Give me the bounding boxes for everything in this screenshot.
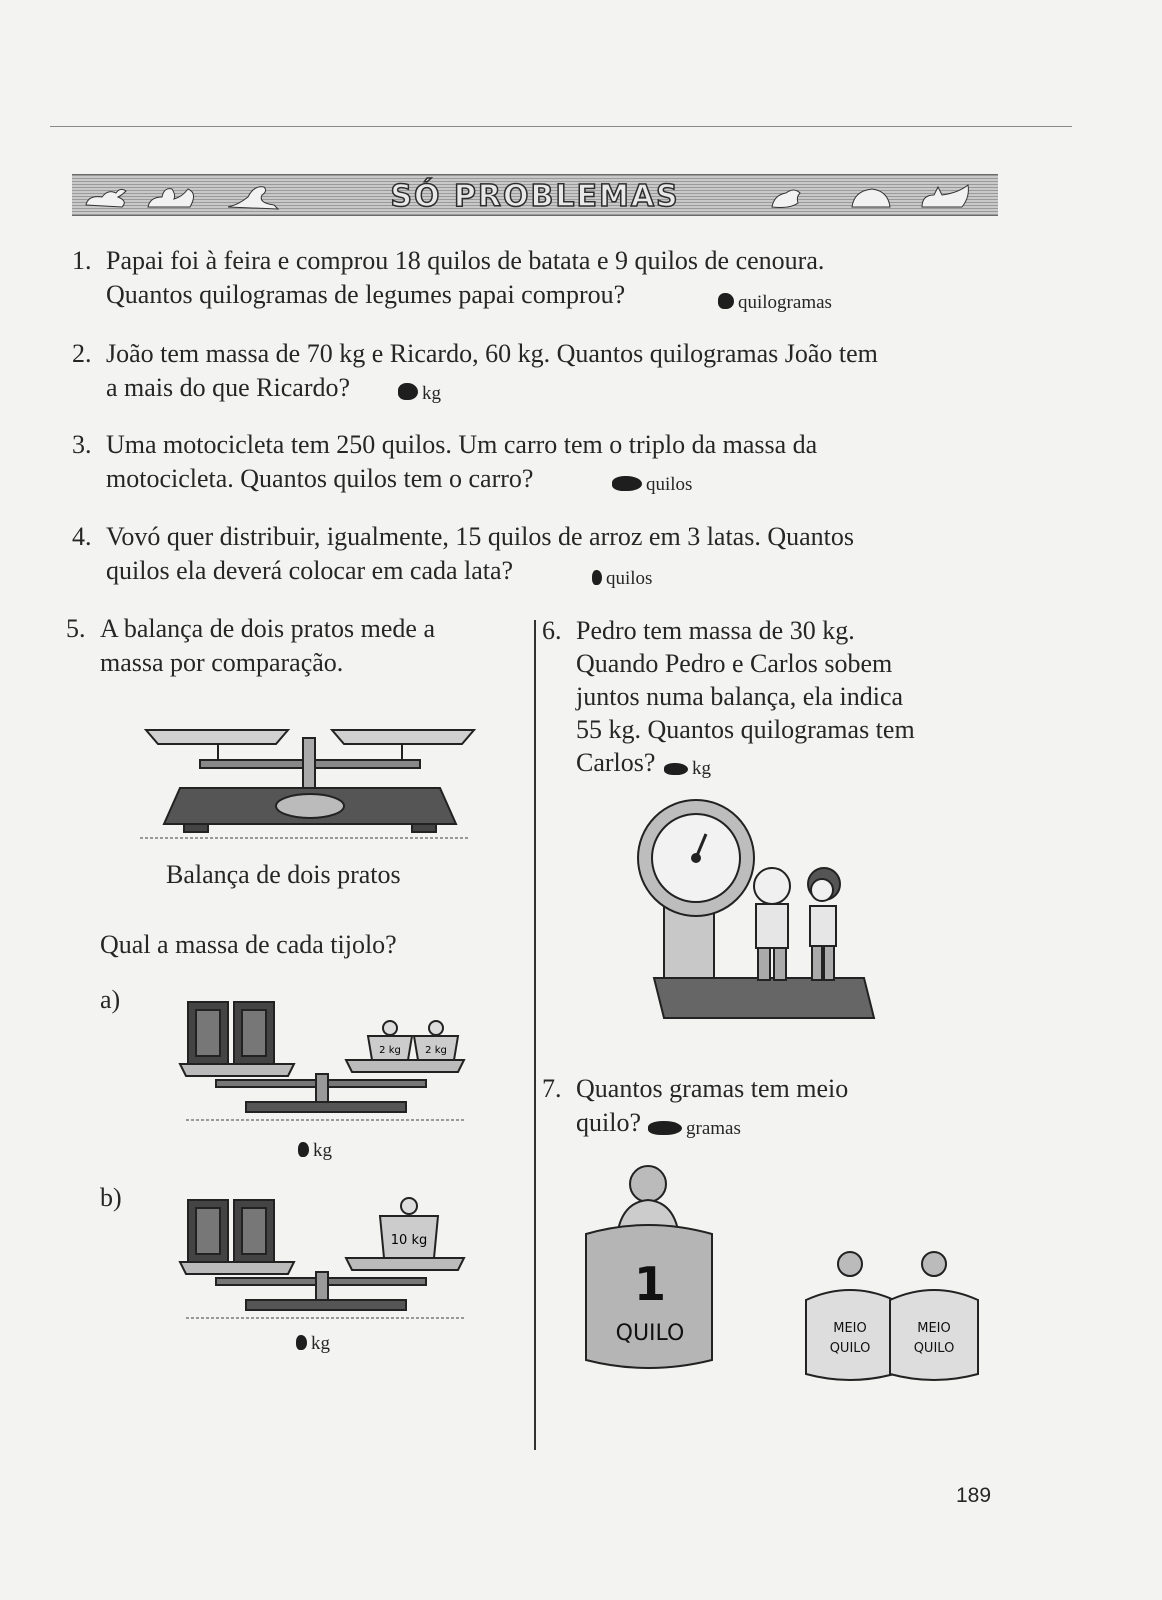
weight-label: MEIO bbox=[917, 1321, 951, 1336]
question-3 bbox=[72, 428, 992, 494]
column-divider bbox=[534, 620, 536, 1450]
answer-scribble bbox=[398, 383, 418, 400]
question-number: 7. bbox=[542, 1074, 562, 1103]
scale-platform bbox=[654, 978, 874, 1018]
answer-field bbox=[398, 377, 441, 410]
question-text-line1: Quantos gramas tem meio bbox=[576, 1074, 849, 1103]
answer-unit: quilos bbox=[646, 474, 693, 495]
answer-field bbox=[592, 562, 652, 595]
sub-question: Qual a massa de cada tijolo? bbox=[100, 930, 397, 959]
question-text-line1: A balança de dois pratos mede a bbox=[100, 614, 435, 643]
question-number: 5. bbox=[66, 614, 86, 643]
bird-icon bbox=[772, 190, 800, 208]
right-pan bbox=[332, 730, 474, 744]
balance-bricks-vs-weights-a bbox=[176, 996, 476, 1126]
item-b-label: b) bbox=[100, 1183, 122, 1212]
question-text-line2: quilos ela deverá colocar em cada lata? bbox=[106, 556, 514, 585]
question-4 bbox=[72, 520, 992, 589]
question-text-line2: Quantos quilogramas de legumes papai comprou? bbox=[106, 280, 626, 309]
answer-unit: kg bbox=[692, 758, 711, 779]
question-6 bbox=[542, 614, 982, 784]
question-text-line1: Papai foi à feira e comprou 18 quilos de batata e 9 quilos de cenoura. bbox=[106, 246, 825, 275]
answer-scribble bbox=[592, 570, 602, 585]
weight-label: QUILO bbox=[829, 1341, 871, 1356]
weight-label: QUILO bbox=[913, 1341, 955, 1356]
two-pan-balance-illustration bbox=[140, 724, 480, 844]
question-text-line1: Uma motocicleta tem 250 quilos. Um carro tem o triplo da massa da bbox=[106, 430, 818, 459]
answer-scribble bbox=[718, 293, 734, 309]
question-text-line: 55 kg. Quantos quilogramas tem bbox=[576, 715, 915, 744]
banner-title: SÓ PROBLEMAS bbox=[390, 179, 680, 214]
cat-icon bbox=[922, 185, 968, 207]
weight-label: 10 kg bbox=[390, 1233, 428, 1248]
question-text-line: juntos numa balança, ela indica bbox=[576, 682, 904, 711]
answer-scribble bbox=[648, 1121, 682, 1135]
answer-field-a bbox=[298, 1140, 332, 1162]
answer-unit: quilos bbox=[606, 568, 653, 589]
answer-scribble bbox=[664, 763, 688, 775]
question-text-line: Pedro tem massa de 30 kg. bbox=[576, 616, 855, 645]
question-text-line2: motocicleta. Quantos quilos tem o carro? bbox=[106, 464, 534, 493]
weight-label: 2 kg bbox=[379, 1045, 401, 1056]
page-number: 189 bbox=[956, 1484, 992, 1507]
question-text-line2: massa por comparação. bbox=[100, 648, 344, 677]
question-text-line2: quilo? bbox=[576, 1108, 641, 1137]
question-1 bbox=[72, 244, 992, 313]
top-rule bbox=[50, 126, 1072, 127]
answer-field bbox=[612, 468, 692, 501]
answer-scribble bbox=[612, 476, 642, 491]
weights-illustration bbox=[580, 1160, 1000, 1400]
question-7 bbox=[542, 1072, 982, 1142]
question-text-line: Quando Pedro e Carlos sobem bbox=[576, 649, 893, 678]
left-pan bbox=[146, 730, 288, 744]
question-number: 4. bbox=[72, 522, 92, 551]
question-number: 1. bbox=[72, 246, 92, 275]
weight-label: QUILO bbox=[615, 1321, 685, 1346]
answer-unit: quilogramas bbox=[738, 292, 832, 313]
answer-unit: kg bbox=[422, 383, 441, 404]
item-a-label: a) bbox=[100, 985, 121, 1014]
question-number: 3. bbox=[72, 430, 92, 459]
answer-scribble bbox=[298, 1142, 309, 1157]
weight-number: 1 bbox=[633, 1257, 667, 1311]
question-text-line: Carlos? bbox=[576, 748, 656, 777]
boy-pedro bbox=[754, 868, 790, 904]
answer-unit: gramas bbox=[686, 1118, 741, 1139]
answer-unit: kg bbox=[311, 1333, 330, 1354]
turtle-icon bbox=[852, 189, 890, 207]
question-5 bbox=[66, 612, 506, 682]
question-text-line1: Vovó quer distribuir, igualmente, 15 quilos de arroz em 3 latas. Quantos bbox=[106, 522, 854, 551]
answer-scribble bbox=[296, 1335, 307, 1350]
question-number: 2. bbox=[72, 339, 92, 368]
boys-on-scale-illustration bbox=[624, 798, 884, 1038]
section-banner bbox=[72, 174, 998, 216]
answer-field bbox=[648, 1112, 741, 1145]
question-text-line1: João tem massa de 70 kg e Ricardo, 60 kg. Quantos quilogramas João tem bbox=[106, 339, 878, 368]
question-2 bbox=[72, 337, 992, 403]
weight-label: 2 kg bbox=[425, 1045, 447, 1056]
answer-field bbox=[718, 286, 832, 319]
weight-label: MEIO bbox=[833, 1321, 867, 1336]
banner-animals-right bbox=[762, 177, 992, 213]
question-number: 6. bbox=[542, 616, 562, 645]
balance-caption: Balança de dois pratos bbox=[166, 860, 401, 889]
answer-field bbox=[664, 752, 711, 785]
balance-bricks-vs-weight-b bbox=[176, 1194, 476, 1324]
answer-unit: kg bbox=[313, 1140, 332, 1161]
question-text-line2: a mais do que Ricardo? bbox=[106, 373, 351, 402]
answer-field-b bbox=[296, 1333, 330, 1355]
